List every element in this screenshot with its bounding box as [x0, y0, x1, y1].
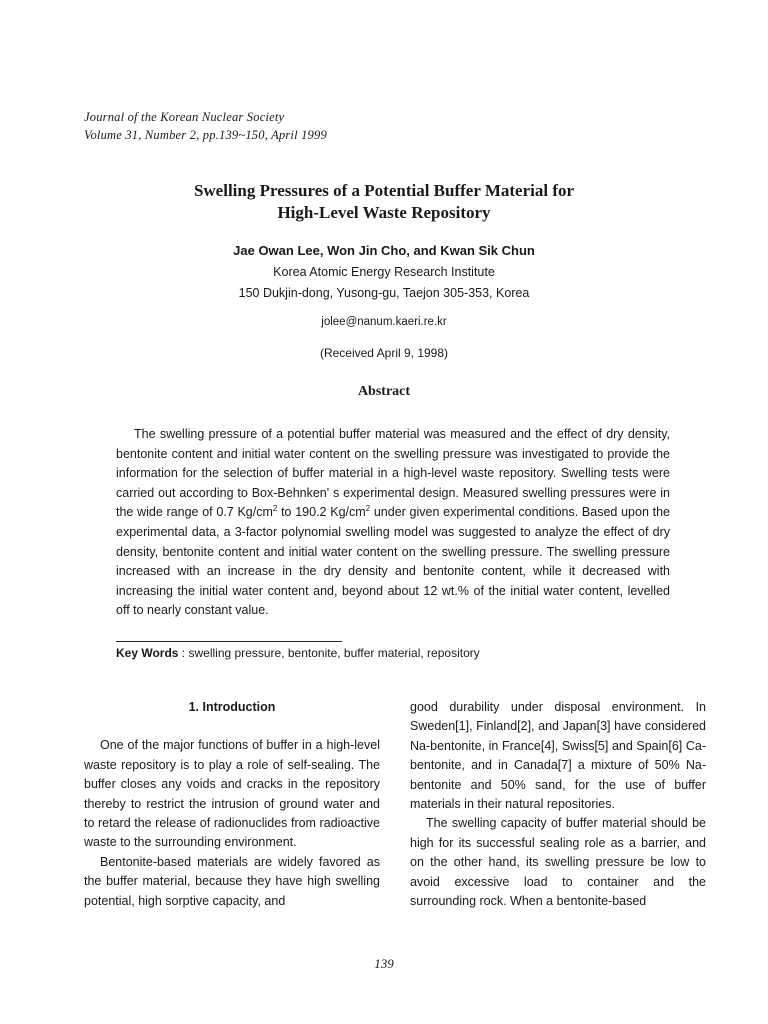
journal-citation — [84, 108, 327, 144]
abstract-body — [116, 425, 670, 621]
affiliation-institute: Korea Atomic Energy Research Institute — [273, 265, 495, 279]
superscript-2b: 2 — [365, 504, 371, 514]
intro-paragraph-1: One of the major functions of buffer in a high-level waste repository is to play a role of self-sealing. The buffer closes any voids and cracks in the repository thereby to restrict the intrusion of ground water and to retard the release of radionuclides from radioactive waste to the surrounding environment. — [84, 738, 380, 850]
affiliation-address: 150 Dukjin-dong, Yusong-gu, Taejon 305-353, Korea — [238, 286, 530, 300]
left-column — [84, 698, 380, 911]
abstract-paragraph — [116, 425, 670, 621]
abstract-text-3: under given experimental conditions. Based upon the experimental data, a 3-factor polynomial swelling model was suggested to analyze the effect of dry density, bentonite content and initial water content on the swelling pressure. The swelling pressure increased with an increase in the dry density and bentonite content, while it decreased with increasing the initial water content and, beyond about 12 wt.% of the initial water content, levelled off to nearly constant value. — [116, 505, 670, 618]
keywords-text: swelling pressure, bentonite, buffer material, repository — [188, 646, 480, 660]
page-number: 139 — [374, 956, 394, 971]
keywords-separator: : — [178, 646, 189, 660]
journal-volume: Volume 31, Number 2, pp.139~150, April 1999 — [84, 128, 327, 142]
paper-title-line1: Swelling Pressures of a Potential Buffer Material for — [193, 181, 575, 200]
intro-paragraph-2: Bentonite-based materials are widely favored as the buffer material, because they have high swelling potential, high sorptive capacity, and — [84, 854, 380, 908]
keywords-divider — [116, 641, 342, 642]
abstract-text-2: to 190.2 Kg/cm — [277, 505, 366, 520]
section-heading-introduction: 1. Introduction — [188, 700, 276, 714]
received-date: (Received April 9, 1998) — [319, 346, 449, 360]
keywords-label: Key Words — [116, 646, 179, 660]
journal-name: Journal of the Korean Nuclear Society — [84, 110, 285, 124]
authors: Jae Owan Lee, Won Jin Cho, and Kwan Sik Chun — [233, 243, 535, 258]
abstract-text-1: The swelling pressure of a potential buffer material was measured and the effect of dry density, bentonite content and initial water content on the swelling pressure was investigated to provide the information for the selection of buffer material in a high-level waste repository. Swelling tests were carried out according to Box-Behnken' s experimental design. Measured swelling pressures were in the wide range of 0.7 Kg/cm — [116, 427, 670, 520]
paper-title-line2: High-Level Waste Repository — [277, 203, 491, 222]
author-email: jolee@nanum.kaeri.re.kr — [321, 316, 447, 328]
abstract-heading: Abstract — [357, 384, 411, 399]
superscript-2a: 2 — [272, 504, 278, 514]
paper-title — [0, 180, 768, 224]
intro-paragraph-2-continued: good durability under disposal environment. In Sweden[1], Finland[2], and Japan[3] have considered Na-bentonite, in France[4], Swiss[5] and Spain[6] Ca-bentonite, and in Canada[7] a mixture of 50% Na-bentonite and 50% sand, for the use of buffer materials in their natural repositories. — [410, 700, 706, 812]
right-column — [410, 698, 706, 911]
affiliation — [0, 262, 768, 304]
keywords — [116, 646, 676, 660]
intro-paragraph-3: The swelling capacity of buffer material should be high for its successful sealing role as a barrier, and on the other hand, its swelling pressure be low to avoid excessive load to container and the surrounding rock. When a bentonite-based — [410, 816, 706, 909]
